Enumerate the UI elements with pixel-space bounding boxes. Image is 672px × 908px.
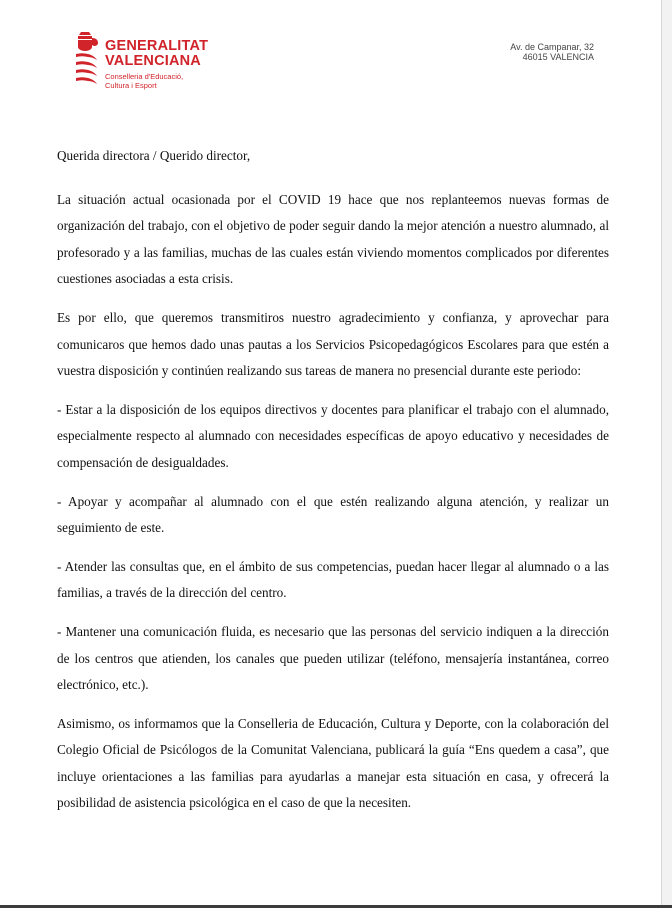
logo-department xyxy=(105,72,183,90)
bullet-planning: - Estar a la disposición de los equipos directivos y docentes para planificar el trabajo con el alumnado, especialmente respecto al alumnado con necesidades específicas de apoyo educativo y necesidades de compensación de desigualdades. xyxy=(57,401,609,470)
letter-greeting: Querida directora / Querido director, xyxy=(57,148,251,163)
paragraph-guide: Asimismo, os informamos que la Conselleria de Educación, Cultura y Deporte, con la colaboración del Colegio Oficial de Psicólogos de la Comunitat Valenciana, publicará la guía “Ens quedem a casa”, que incluye orientaciones a las familias para ayudarlas a manejar esta situación en casa, y ofrecerá la posibilidad de asistencia psicológica en el caso de que la necesiten. xyxy=(57,715,609,811)
logo-name xyxy=(105,39,208,69)
address-line1: Av. de Campanar, 32 xyxy=(510,42,594,52)
viewer-edge-right xyxy=(661,0,672,908)
logo-name-line1: GENERALITAT xyxy=(105,38,209,54)
logo-dept-line1: Conselleria d'Educació, xyxy=(105,72,184,81)
bullet-consultations: - Atender las consultas que, en el ámbito de sus competencias, puedan hacer llegar al alumnado o a las familias, a través de la dirección del centro. xyxy=(57,558,609,601)
bullet-communication: - Mantener una comunicación fluida, es necesario que las personas del servicio indiquen a la dirección de los centros que atienden, los canales que pueden utilizar (teléfono, mensajería instantánea, correo electrónico, etc.). xyxy=(57,623,609,693)
generalitat-logo xyxy=(74,30,224,90)
sender-address xyxy=(510,42,594,62)
generalitat-crest-icon xyxy=(74,30,102,86)
bullet-support: - Apoyar y acompañar al alumnado con el que estén realizando alguna atención, y realizar un seguimiento de este. xyxy=(57,493,609,536)
paragraph-guidelines: Es por ello, que queremos transmitiros nuestro agradecimiento y confianza, y aprovechar para comunicaros que hemos dado unas pautas a los Servicios Psicopedagógicos Escolares para que estén a vuestra disposición y continúen realizando sus tareas de manera no presencial durante este periodo: xyxy=(57,309,609,379)
paragraph-situation: La situación actual ocasionada por el COVID 19 hace que nos replanteemos nuevas formas de organización del trabajo, con el objetivo de poder seguir dando la mejor atención a nuestro alumnado, al profesorado y a las familias, muchas de las cuales están viviendo momentos complicados por diferentes cuestiones asociadas a esta crisis. xyxy=(57,191,609,287)
letter-body xyxy=(57,143,609,829)
logo-name-line2: VALENCIANA xyxy=(105,53,201,69)
logo-dept-line2: Cultura i Esport xyxy=(105,81,157,90)
address-line2: 46015 VALENCIA xyxy=(522,52,594,62)
